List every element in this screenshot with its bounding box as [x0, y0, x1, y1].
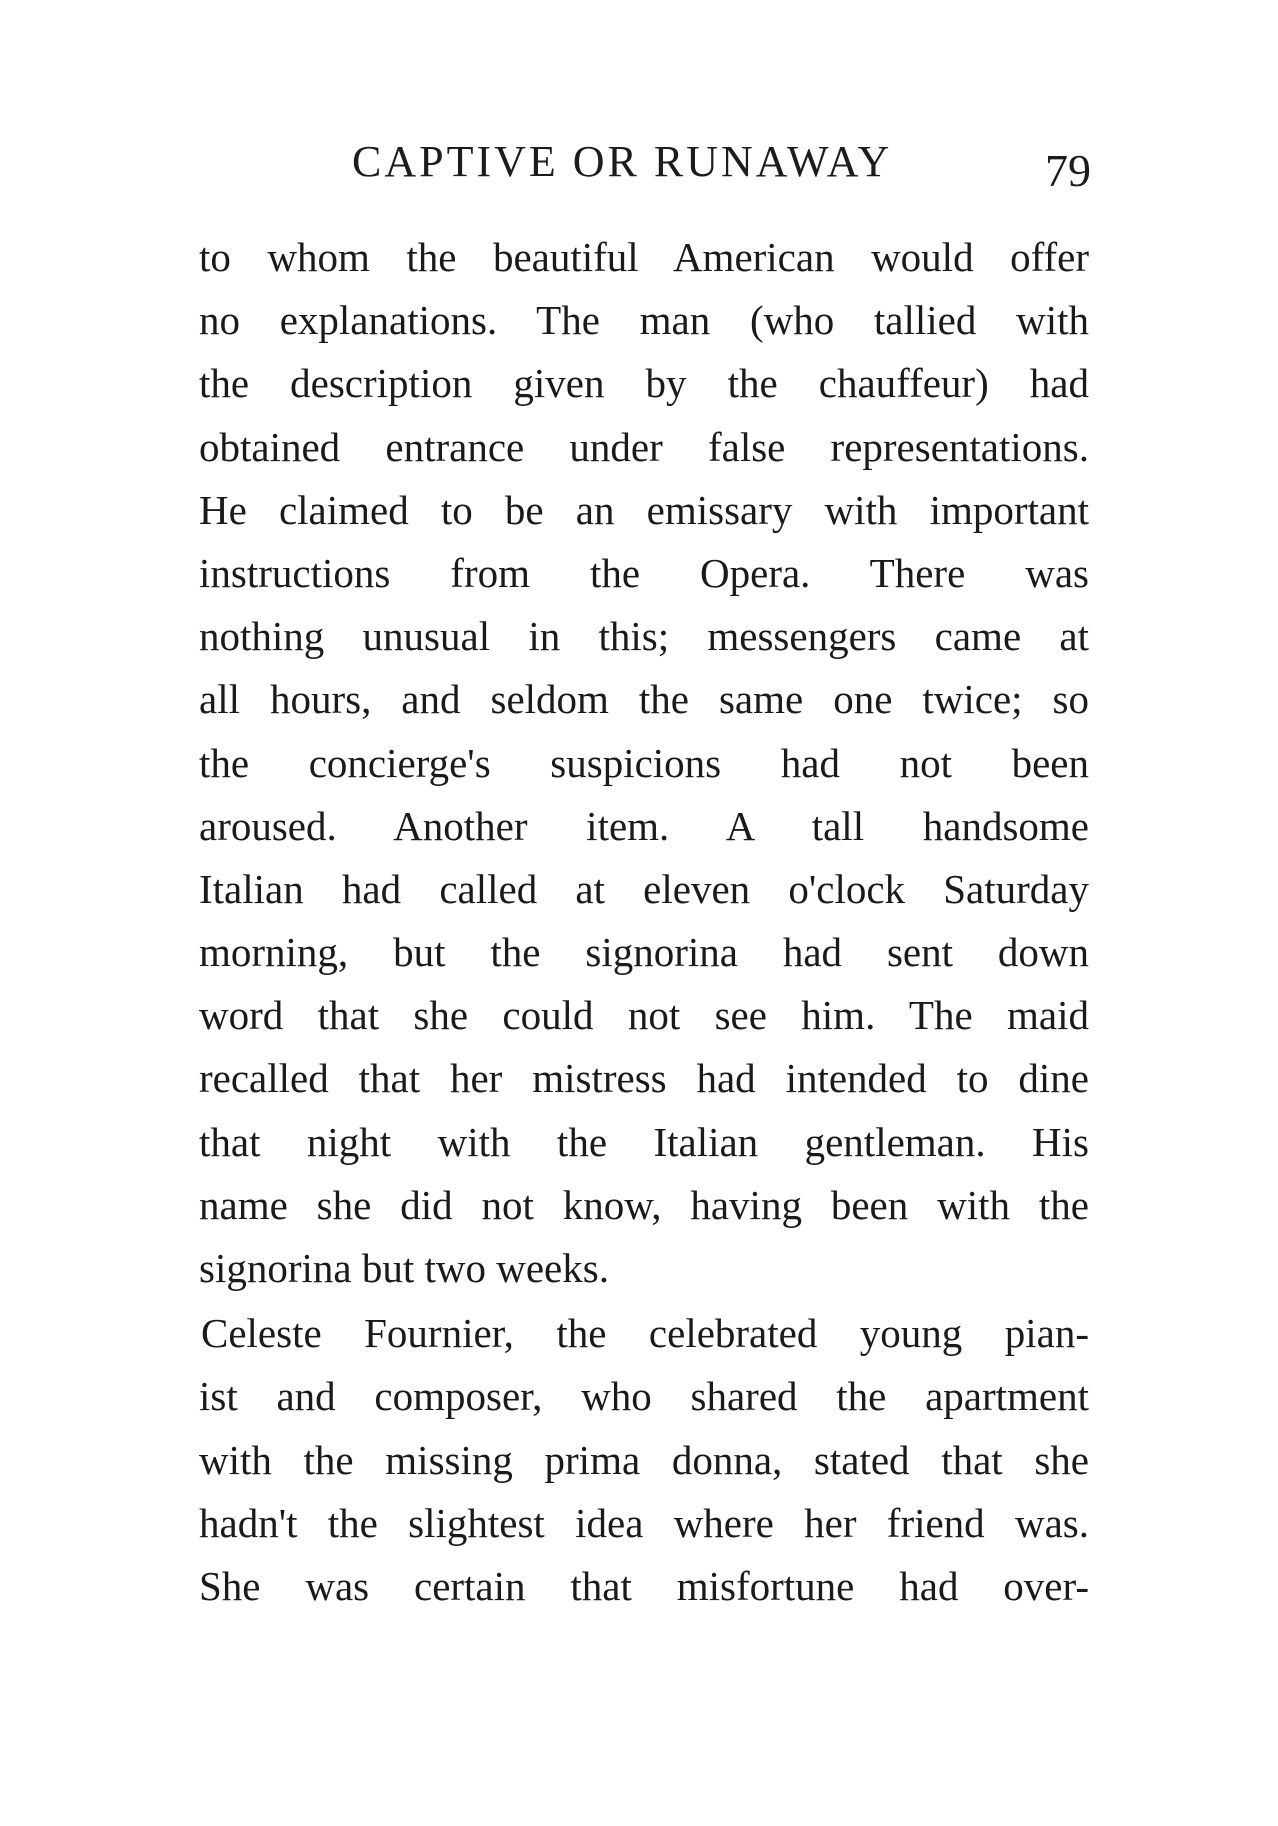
text-line: signorina but two weeks. [199, 1245, 609, 1291]
text-line: hadn't the slightest idea where her friend was. [199, 1499, 1089, 1546]
text-line: morning, but the signorina had sent down [199, 929, 1089, 976]
text-line: Italian had called at eleven o'clock Saturday [199, 865, 1089, 912]
text-line: She was certain that misfortune had over- [199, 1562, 1089, 1609]
text-line: word that she could not see him. The maid [199, 992, 1089, 1039]
text-line: with the missing prima donna, stated that she [199, 1436, 1089, 1483]
text-line: recalled that her mistress had intended to dine [199, 1055, 1089, 1102]
text-line: Celeste Fournier, the celebrated young pian- [201, 1310, 1089, 1357]
text-line: all hours, and seldom the same one twice; so [199, 676, 1089, 723]
text-line: ist and composer, who shared the apartment [199, 1373, 1089, 1420]
text-line: aroused. Another item. A tall handsome [199, 802, 1089, 849]
text-line: obtained entrance under false representations. [199, 423, 1089, 470]
text-line: the description given by the chauffeur) had [199, 360, 1089, 407]
text-line: to whom the beautiful American would offer [199, 234, 1089, 280]
body-text [199, 226, 1089, 1618]
paragraph-1 [199, 226, 1089, 1300]
page-number: 79 [1045, 145, 1091, 196]
text-line: name she did not know, having been with the [199, 1181, 1089, 1228]
text-line: He claimed to be an emissary with important [199, 486, 1089, 533]
text-line: the concierge's suspicions had not been [199, 739, 1089, 786]
paragraph-2 [199, 1302, 1089, 1618]
running-title: CAPTIVE OR RUNAWAY [352, 137, 893, 186]
text-line: nothing unusual in this; messengers came at [199, 613, 1089, 660]
text-line: no explanations. The man (who tallied with [199, 297, 1089, 344]
text-line: that night with the Italian gentleman. His [199, 1118, 1089, 1165]
text-line: instructions from the Opera. There was [199, 549, 1089, 596]
